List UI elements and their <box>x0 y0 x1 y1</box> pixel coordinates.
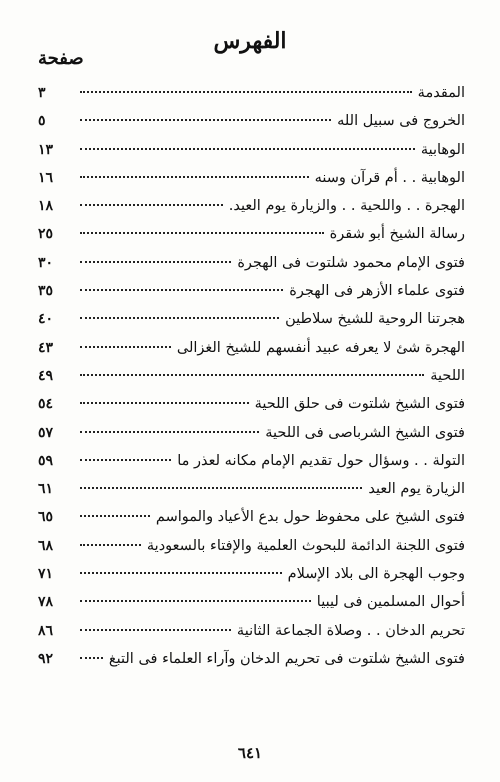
page-number: ٦٤١ <box>237 744 263 762</box>
dot-leader <box>80 261 231 263</box>
dot-leader <box>80 232 324 234</box>
page-column-label: صفحة <box>38 48 84 69</box>
toc-entry <box>38 396 465 424</box>
toc-entry-title: وجوب الهجرة الى بلاد الإسلام <box>287 566 465 583</box>
toc-entry-title: الوهابية <box>420 141 465 158</box>
toc-entry <box>38 538 465 566</box>
toc-entry-title: التولة . . وسؤال حول تقديم الإمام مكانه لعذر ما <box>177 452 465 469</box>
toc-entry <box>38 368 465 396</box>
toc-entry-page: ٦٨ <box>38 537 54 554</box>
toc-entry-page: ٦١ <box>38 481 54 498</box>
dot-leader <box>80 600 311 602</box>
toc-entry-title: فتوى علماء الأزهر فى الهجرة <box>289 283 465 300</box>
toc-entry <box>38 509 465 537</box>
toc-entry-page: ٥٩ <box>38 452 54 469</box>
toc-entry-page: ٤٩ <box>38 367 54 384</box>
toc-entry-page: ١٨ <box>38 198 54 215</box>
toc-entry <box>38 198 465 226</box>
toc-entry-page: ٣ <box>38 85 46 101</box>
toc-entry-title: الوهابية . . أم قرآن وسنه <box>314 169 465 186</box>
toc-entry <box>38 481 465 509</box>
toc-entry <box>38 283 465 311</box>
toc-entry-title: اللحية <box>430 367 465 384</box>
toc-entry <box>38 142 465 170</box>
toc-entry-title: أحوال المسلمين فى ليبيا <box>316 594 465 611</box>
toc-entry-page: ٥٧ <box>38 424 54 441</box>
dot-leader <box>80 346 171 348</box>
toc-entry-page: ١٣ <box>38 141 54 158</box>
dot-leader <box>80 459 171 461</box>
toc-entry-page: ٤٣ <box>38 339 54 356</box>
toc-entry-title: الهجرة شئ لا يعرفه عبيد أنفسهم للشيخ الغزالى <box>176 339 465 356</box>
toc-entry-page: ١٦ <box>38 169 54 186</box>
dot-leader <box>80 374 424 376</box>
toc-entry <box>38 255 465 283</box>
toc-entry-title: الهجرة . . واللحية . . والزيارة يوم العيد. <box>228 198 465 215</box>
page-title: الفهرس <box>213 28 287 54</box>
toc-entry <box>38 453 465 481</box>
toc-entry-page: ٣٥ <box>38 283 54 300</box>
toc-entry-page: ٤٠ <box>38 311 54 328</box>
dot-leader <box>80 176 309 178</box>
toc-entry-title: رسالة الشيخ أبو شقرة <box>329 226 465 243</box>
dot-leader <box>80 119 331 121</box>
toc-entry-page: ٧١ <box>38 566 54 583</box>
table-of-contents <box>38 85 465 679</box>
toc-entry-title: فتوى اللجنة الدائمة للبحوث العلمية والإفتاء بالسعودية <box>146 537 465 554</box>
toc-entry <box>38 85 465 113</box>
toc-entry-page: ٥ <box>38 113 46 130</box>
dot-leader <box>80 91 412 93</box>
toc-entry <box>38 226 465 254</box>
toc-entry-page: ٧٨ <box>38 594 54 611</box>
toc-entry <box>38 623 465 651</box>
toc-entry-title: تحريم الدخان . . وصلاة الجماعة الثانية <box>236 622 465 639</box>
toc-entry-title: فتوى الشيخ شلتوت فى حلق اللحية <box>254 396 465 413</box>
dot-leader <box>80 148 415 150</box>
toc-entry-title: فتوى الشيخ على محفوظ حول بدع الأعياد والمواسم <box>155 509 465 526</box>
toc-entry-title: فتوى الإمام محمود شلتوت فى الهجرة <box>237 254 465 271</box>
toc-entry-title: الخروج فى سبيل الله <box>337 113 465 130</box>
toc-entry-page: ٦٥ <box>38 509 54 526</box>
toc-entry-page: ٩٢ <box>38 650 54 667</box>
dot-leader <box>80 544 141 546</box>
toc-entry-page: ٥٤ <box>38 396 54 413</box>
toc-entry-title: الزيارة يوم العيد <box>368 481 465 498</box>
toc-entry-page: ٨٦ <box>38 622 54 639</box>
toc-entry-page: ٣٠ <box>38 254 54 271</box>
dot-leader <box>80 629 231 631</box>
dot-leader <box>80 431 259 433</box>
dot-leader <box>80 204 223 206</box>
dot-leader <box>80 572 282 574</box>
toc-entry-title: المقدمة <box>417 85 465 101</box>
dot-leader <box>80 289 283 291</box>
toc-entry-title: فتوى الشيخ شلتوت فى تحريم الدخان وآراء العلماء فى التبغ <box>108 650 465 667</box>
dot-leader <box>80 487 362 489</box>
dot-leader <box>80 402 249 404</box>
toc-entry-page: ٢٥ <box>38 226 54 243</box>
toc-entry <box>38 340 465 368</box>
toc-entry <box>38 311 465 339</box>
dot-leader <box>80 657 103 659</box>
toc-entry <box>38 170 465 198</box>
toc-entry <box>38 566 465 594</box>
toc-entry <box>38 113 465 141</box>
toc-entry <box>38 594 465 622</box>
toc-entry <box>38 425 465 453</box>
dot-leader <box>80 515 150 517</box>
dot-leader <box>80 317 279 319</box>
toc-entry <box>38 651 465 679</box>
toc-entry-title: فتوى الشيخ الشرباصى فى اللحية <box>265 424 465 441</box>
toc-entry-title: هجرتنا الروحية للشيخ سلاطين <box>285 311 465 328</box>
